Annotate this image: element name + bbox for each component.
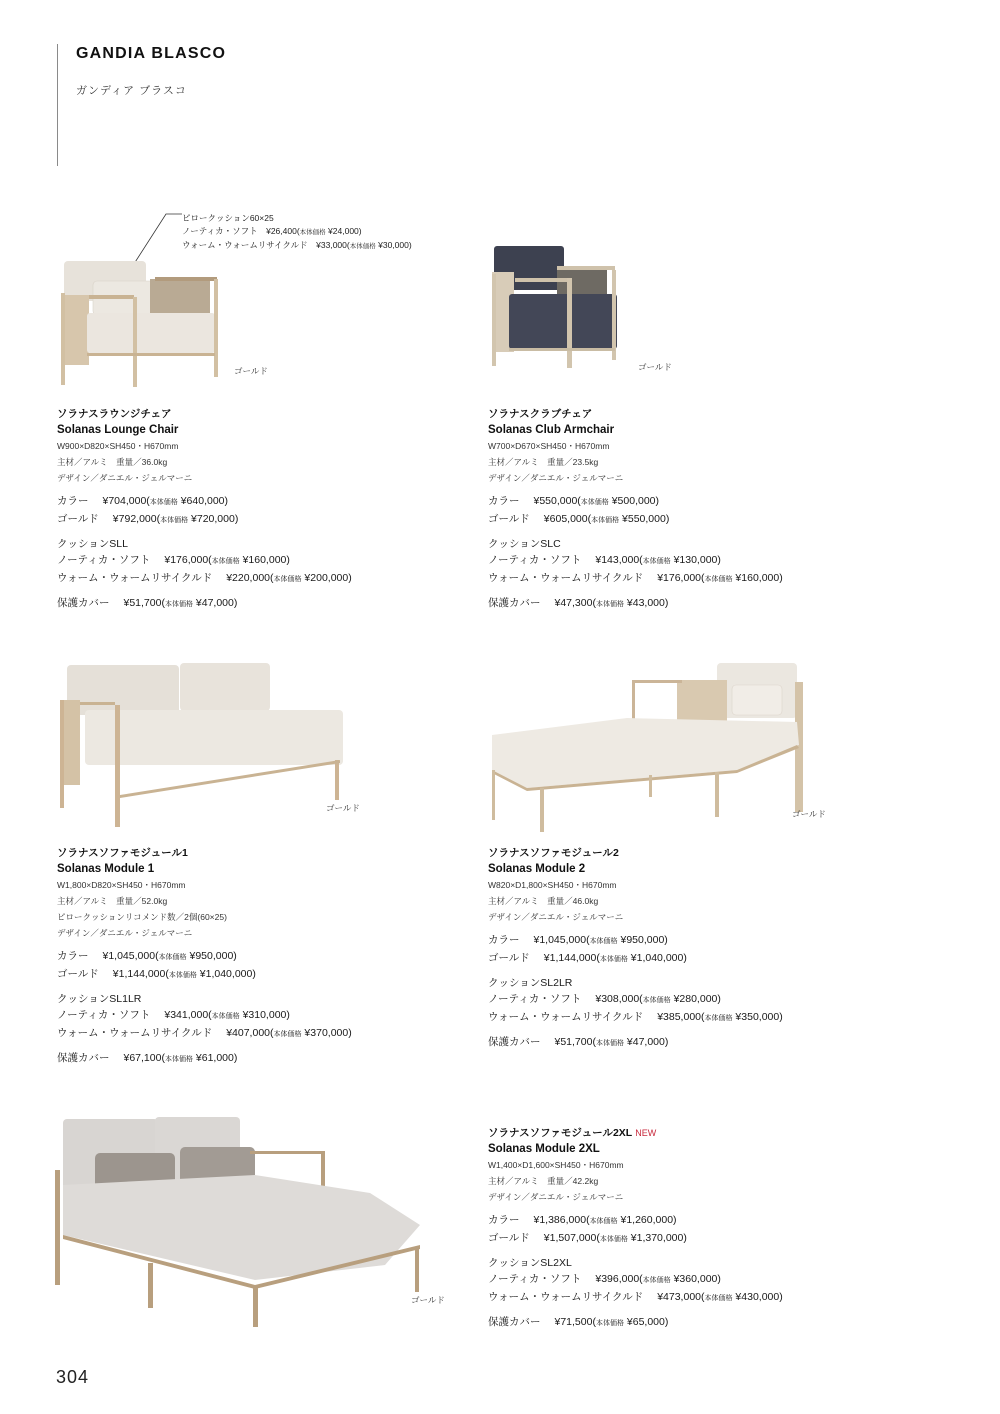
price-row: ウォーム・ウォームリサイクルド ¥473,000(本体価格 ¥430,000): [488, 1291, 783, 1303]
finish-label: ゴールド: [411, 1295, 445, 1305]
spec-designer: デザイン／ダニエル・ジェルマーニ: [488, 473, 624, 483]
spec-material: 主材／アルミ 重量／52.0kg: [57, 896, 168, 906]
cushion-title: クッションSL1LR: [57, 993, 142, 1005]
product-name-en: Solanas Lounge Chair: [57, 424, 179, 436]
cushion-prices: [57, 991, 457, 1043]
pillow-cushion-callout: [182, 212, 412, 253]
product-name-ja: ソラナスソファモジュール1: [57, 847, 188, 859]
frame-prices: [488, 493, 888, 529]
module-2-image: [487, 660, 807, 835]
price-row: ゴールド ¥1,507,000(本体価格 ¥1,370,000): [488, 1232, 687, 1244]
cushion-prices: [488, 536, 888, 588]
price-row: ウォーム・ウォームリサイクルド ¥220,000(本体価格 ¥200,000): [57, 572, 352, 584]
product-module-1: [57, 845, 457, 1068]
price-row: ウォーム・ウォームリサイクルド ¥407,000(本体価格 ¥370,000): [57, 1027, 352, 1039]
cover-price: [57, 595, 457, 613]
spec-dimensions: W900×D820×SH450・H670mm: [57, 441, 179, 451]
price-row: カラー ¥1,045,000(本体価格 ¥950,000): [57, 950, 237, 962]
spec-dimensions: W820×D1,800×SH450・H670mm: [488, 880, 617, 890]
frame-prices: [57, 493, 457, 529]
product-club-armchair: [488, 406, 888, 613]
price-row: ノーティカ・ソフト ¥341,000(本体価格 ¥310,000): [57, 1009, 290, 1021]
product-module-2xl: [488, 1125, 888, 1332]
price-row: カラー ¥1,386,000(本体価格 ¥1,260,000): [488, 1214, 677, 1226]
new-badge: NEW: [635, 1128, 657, 1138]
spec-designer: デザイン／ダニエル・ジェルマーニ: [488, 912, 624, 922]
spec-dimensions: W1,400×D1,600×SH450・H670mm: [488, 1160, 624, 1170]
cover-price: [488, 595, 888, 613]
frame-prices: [488, 932, 888, 968]
price-row: ウォーム・ウォームリサイクルド ¥176,000(本体価格 ¥160,000): [488, 572, 783, 584]
callout-line: ウォーム・ウォームリサイクルド ¥33,000(本体価格 ¥30,000): [182, 240, 412, 250]
product-name-en: Solanas Club Armchair: [488, 424, 615, 436]
cover-price: [488, 1034, 888, 1052]
lounge-chair-image: [55, 255, 225, 390]
product-name-en: Solanas Module 2: [488, 863, 586, 875]
spec-dimensions: W1,800×D820×SH450・H670mm: [57, 880, 186, 890]
callout-title: ピロークッション60×25: [182, 213, 274, 223]
page-number: 304: [56, 1367, 90, 1387]
product-name-en: Solanas Module 2XL: [488, 1143, 600, 1155]
brand-title-ja: ガンディア ブラスコ: [76, 85, 187, 97]
spec-material: 主材／アルミ 重量／42.2kg: [488, 1176, 599, 1186]
frame-prices: [57, 948, 457, 984]
spec-dimensions: W700×D670×SH450・H670mm: [488, 441, 610, 451]
spec-material: 主材／アルミ 重量／36.0kg: [57, 457, 168, 467]
spec-designer: デザイン／ダニエル・ジェルマーニ: [57, 473, 193, 483]
cushion-prices: [57, 536, 457, 588]
price-row: 保護カバー ¥67,100(本体価格 ¥61,000): [57, 1052, 238, 1064]
price-row: 保護カバー ¥51,700(本体価格 ¥47,000): [57, 597, 238, 609]
finish-label: ゴールド: [234, 366, 268, 376]
price-row: ノーティカ・ソフト ¥143,000(本体価格 ¥130,000): [488, 554, 721, 566]
callout-line: ノーティカ・ソフト ¥26,400(本体価格 ¥24,000): [182, 226, 362, 236]
spec-pillow: ピロークッションリコメンド数／2個(60×25): [57, 912, 227, 922]
brand-title: GANDIA BLASCO: [76, 45, 227, 62]
cushion-title: クッションSL2XL: [488, 1257, 572, 1269]
price-row: ゴールド ¥792,000(本体価格 ¥720,000): [57, 513, 239, 525]
spec-material: 主材／アルミ 重量／23.5kg: [488, 457, 599, 467]
price-row: ウォーム・ウォームリサイクルド ¥385,000(本体価格 ¥350,000): [488, 1011, 783, 1023]
cushion-prices: [488, 1255, 888, 1307]
finish-label: ゴールド: [326, 803, 360, 813]
price-row: 保護カバー ¥47,300(本体価格 ¥43,000): [488, 597, 669, 609]
cushion-title: クッションSL2LR: [488, 977, 573, 989]
product-name-en: Solanas Module 1: [57, 863, 155, 875]
product-name-ja: ソラナスソファモジュール2: [488, 847, 619, 859]
frame-prices: [488, 1212, 888, 1248]
product-name-ja: ソラナスラウンジチェア: [57, 408, 172, 420]
price-row: ノーティカ・ソフト ¥308,000(本体価格 ¥280,000): [488, 993, 721, 1005]
product-name-ja: ソラナスソファモジュール2XL NEW: [488, 1127, 657, 1139]
cushion-title: クッションSLL: [57, 538, 128, 550]
club-armchair-image: [487, 242, 622, 370]
product-lounge-chair: [57, 406, 457, 613]
price-row: ノーティカ・ソフト ¥176,000(本体価格 ¥160,000): [57, 554, 290, 566]
product-name-ja: ソラナスクラブチェア: [488, 408, 593, 420]
cushion-title: クッションSLC: [488, 538, 561, 550]
price-row: 保護カバー ¥71,500(本体価格 ¥65,000): [488, 1316, 669, 1328]
cover-price: [488, 1314, 888, 1332]
cushion-prices: [488, 975, 888, 1027]
module-1-image: [55, 660, 350, 830]
finish-label: ゴールド: [638, 362, 672, 372]
price-row: ゴールド ¥1,144,000(本体価格 ¥1,040,000): [488, 952, 687, 964]
price-row: カラー ¥1,045,000(本体価格 ¥950,000): [488, 934, 668, 946]
spec-material: 主材／アルミ 重量／46.0kg: [488, 896, 599, 906]
spec-designer: デザイン／ダニエル・ジェルマーニ: [57, 928, 193, 938]
price-row: 保護カバー ¥51,700(本体価格 ¥47,000): [488, 1036, 669, 1048]
spec-designer: デザイン／ダニエル・ジェルマーニ: [488, 1192, 624, 1202]
product-module-2: [488, 845, 888, 1052]
side-divider: [57, 44, 58, 166]
price-row: ノーティカ・ソフト ¥396,000(本体価格 ¥360,000): [488, 1273, 721, 1285]
price-row: ゴールド ¥605,000(本体価格 ¥550,000): [488, 513, 670, 525]
cover-price: [57, 1050, 457, 1068]
module-2xl-image: [55, 1115, 425, 1330]
finish-label: ゴールド: [792, 809, 826, 819]
price-row: カラー ¥704,000(本体価格 ¥640,000): [57, 495, 229, 507]
price-row: ゴールド ¥1,144,000(本体価格 ¥1,040,000): [57, 968, 256, 980]
price-row: カラー ¥550,000(本体価格 ¥500,000): [488, 495, 660, 507]
